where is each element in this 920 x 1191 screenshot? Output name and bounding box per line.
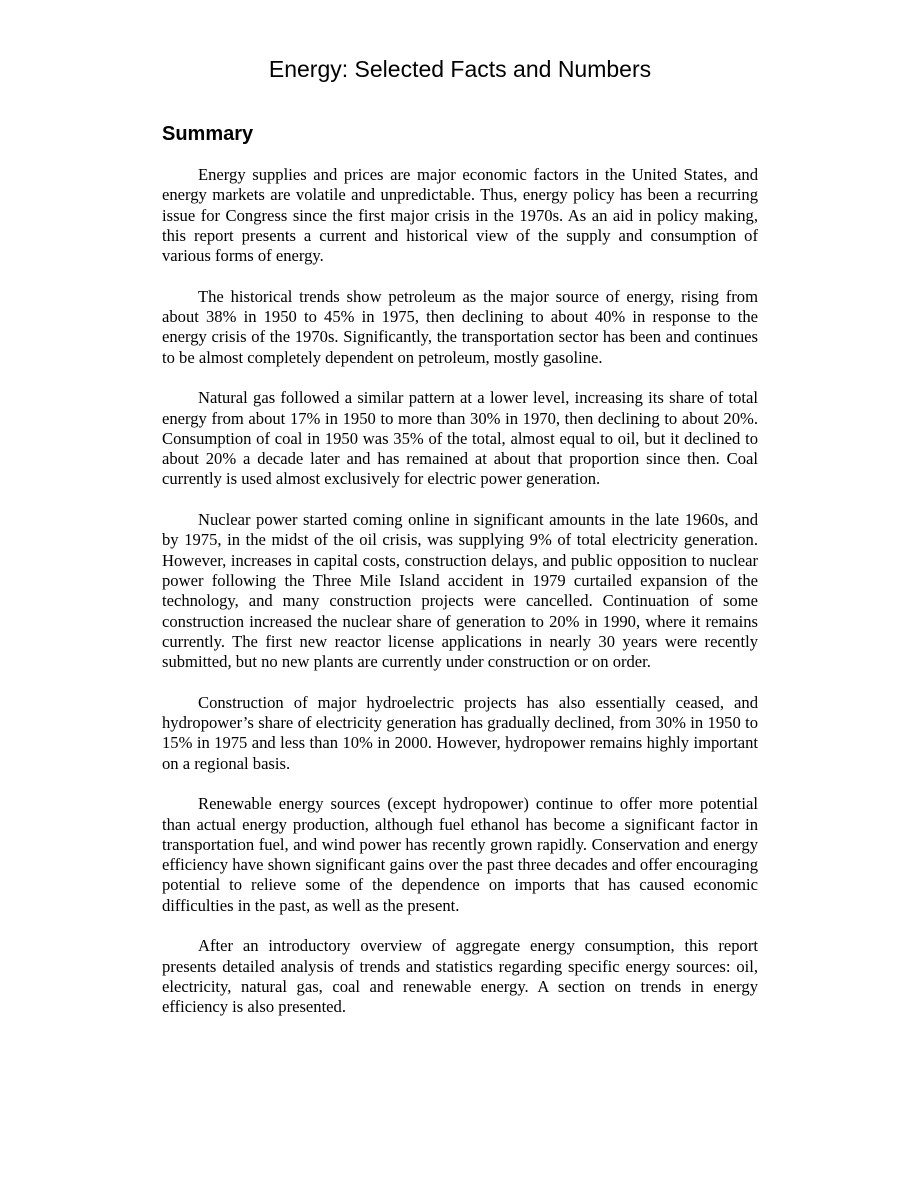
paragraph-petroleum-trends: The historical trends show petroleum as the major source of energy, rising from about 38% in 1950 to 45% in 1975, then declining to about 40% in response to the energy crisis of the 1970s. Significantly, the transportation sector has been and continues to be almost completely dependent on petroleum, mostly gasoline. <box>162 286 758 367</box>
document-title: Energy: Selected Facts and Numbers <box>268 56 652 82</box>
paragraph-report-overview: After an introductory overview of aggregate energy consumption, this report presents detailed analysis of trends and statistics regarding specific energy sources: oil, electricity, natural gas, coal and renewable energy. A section on trends in energy efficiency is also presented. <box>162 936 758 1017</box>
paragraph-nuclear-power: Nuclear power started coming online in significant amounts in the late 1960s, and by 1975, in the midst of the oil crisis, was supplying 9% of total electricity generation. However, increases in capital costs, construction delays, and public opposition to nuclear power following the Three Mile Island accident in 1979 curtailed expansion of the technology, and many construction projects were cancelled. Continuation of some construction increased the nuclear share of generation to 20% in 1990, where it remains currently. The first new reactor license applications in nearly 30 years were recently submitted, but no new plants are currently under construction or on order. <box>162 510 758 672</box>
paragraph-energy-markets: Energy supplies and prices are major economic factors in the United States, and energy markets are volatile and unpredictable. Thus, energy policy has been a recurring issue for Congress since the first major crisis in the 1970s. As an aid in policy making, this report presents a current and historical view of the supply and consumption of various forms of energy. <box>162 165 758 266</box>
paragraph-hydropower: Construction of major hydroelectric projects has also essentially ceased, and hydropower’s share of electricity generation has gradually declined, from 30% in 1950 to 15% in 1975 and less than 10% in 2000. However, hydropower remains highly important on a regional basis. <box>162 692 758 773</box>
section-heading-summary: Summary <box>162 123 254 145</box>
summary-body <box>162 165 758 1038</box>
paragraph-natural-gas-coal: Natural gas followed a similar pattern at a lower level, increasing its share of total energy from about 17% in 1950 to more than 30% in 1970, then declining to about 20%. Consumption of coal in 1950 was 35% of the total, almost equal to oil, but it declined to about 20% a decade later and has remained at about that proportion since then. Coal currently is used almost exclusively for electric power generation. <box>162 388 758 489</box>
paragraph-renewables: Renewable energy sources (except hydropower) continue to offer more potential than actual energy production, although fuel ethanol has become a significant factor in transportation fuel, and wind power has recently grown rapidly. Conservation and energy efficiency have shown significant gains over the past three decades and offer encouraging potential to relieve some of the dependence on imports that has caused economic difficulties in the past, as well as the present. <box>162 794 758 915</box>
